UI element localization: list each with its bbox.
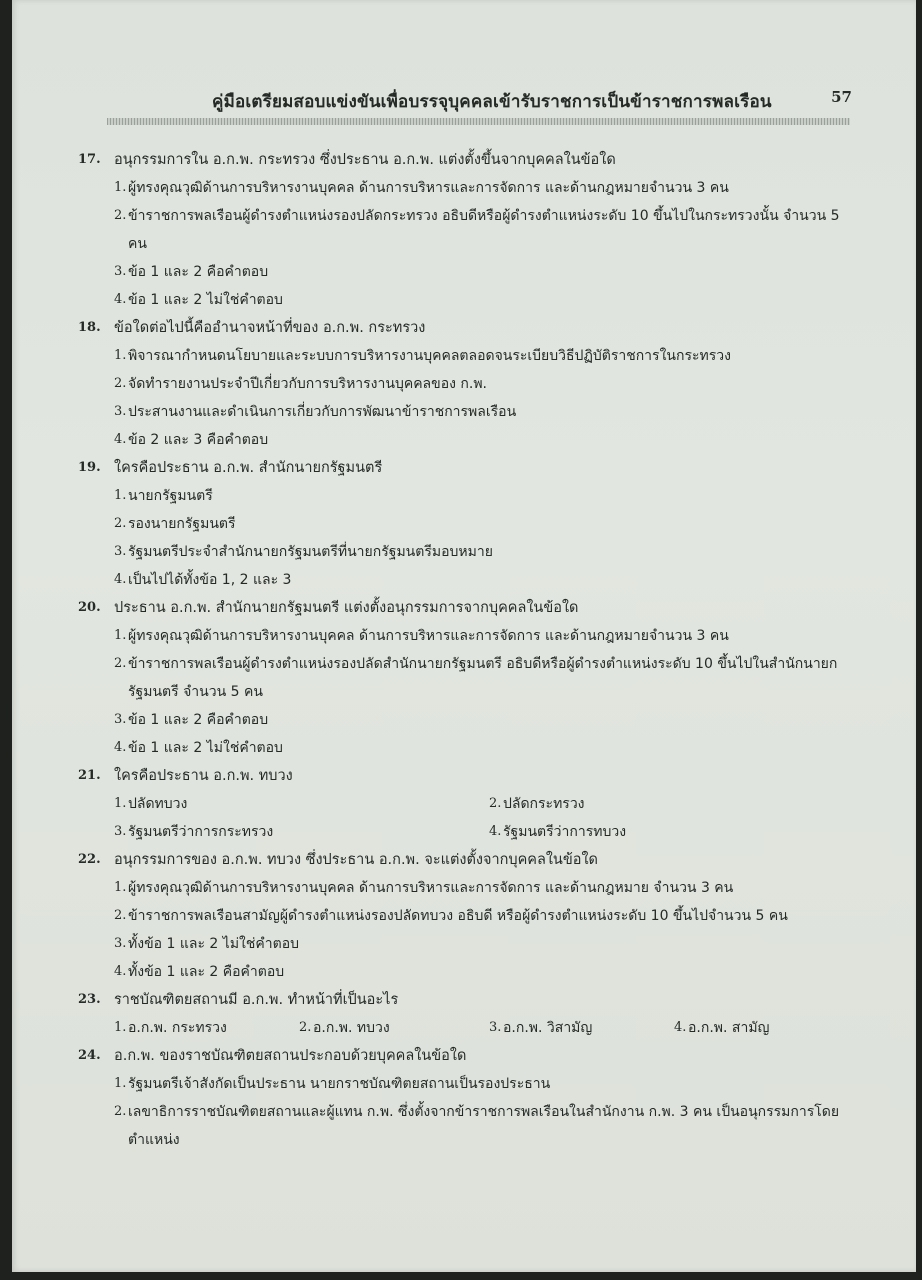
question-21	[78, 762, 854, 846]
option-number: 4.	[114, 740, 127, 755]
option-item	[114, 874, 854, 902]
question-number: 21.	[78, 768, 101, 783]
option-item	[114, 286, 854, 314]
option-number: 3.	[114, 404, 127, 419]
option-item	[114, 1070, 854, 1098]
option-text: รัฐมนตรีเจ้าสังกัดเป็นประธาน นายกราชบัณฑิตยสถานเป็นรองประธาน	[128, 1076, 551, 1092]
question-list	[12, 146, 916, 1154]
option-number: 4.	[114, 964, 127, 979]
option-item	[114, 930, 854, 958]
option-text: ทั้งข้อ 1 และ 2 คือคำตอบ	[128, 964, 285, 980]
option-item	[489, 1014, 674, 1042]
option-text: รัฐมนตรีว่าการกระทรวง	[128, 824, 274, 840]
option-list	[114, 1014, 854, 1042]
option-item	[114, 174, 854, 202]
option-number: 4.	[114, 292, 127, 307]
option-number: 3.	[489, 1020, 502, 1035]
question-number: 17.	[78, 152, 101, 167]
option-item	[114, 818, 489, 846]
option-list	[114, 1070, 854, 1154]
question-number: 18.	[78, 320, 101, 335]
option-text: รัฐมนตรีประจำสำนักนายกรัฐมนตรีที่นายกรัฐมนตรีมอบหมาย	[128, 544, 493, 560]
option-number: 1.	[114, 796, 127, 811]
option-text: รัฐมนตรีว่าการทบวง	[503, 824, 627, 840]
question-23	[78, 986, 854, 1042]
running-header	[212, 88, 852, 114]
question-text: อ.ก.พ. ของราชบัณฑิตยสถานประกอบด้วยบุคคลในข้อใด	[114, 1048, 467, 1064]
option-text: พิจารณากำหนดนโยบายและระบบการบริหารงานบุคคลตลอดจนระเบียบวิธีปฏิบัติราชการในกระทรวง	[128, 348, 731, 364]
option-item	[114, 734, 854, 762]
option-number: 2.	[114, 908, 127, 923]
question-text: ข้อใดต่อไปนี้คืออำนาจหน้าที่ของ อ.ก.พ. กระทรวง	[114, 320, 426, 336]
option-text: ปลัดกระทรวง	[503, 796, 585, 812]
option-item	[114, 370, 854, 398]
option-list	[114, 790, 854, 846]
option-text: อ.ก.พ. ทบวง	[313, 1020, 390, 1036]
option-number: 1.	[114, 628, 127, 643]
question-17	[78, 146, 854, 314]
option-text: ผู้ทรงคุณวุฒิด้านการบริหารงานบุคคล ด้านการบริหารและการจัดการ และด้านกฎหมายจำนวน 3 คน	[128, 628, 729, 644]
option-text: ผู้ทรงคุณวุฒิด้านการบริหารงานบุคคล ด้านการบริหารและการจัดการ และด้านกฎหมายจำนวน 3 คน	[128, 180, 729, 196]
question-number: 22.	[78, 852, 101, 867]
option-item	[489, 790, 849, 818]
page-number: 57	[831, 88, 852, 106]
question-22	[78, 846, 854, 986]
header-rule	[107, 118, 850, 125]
option-text: อ.ก.พ. สามัญ	[688, 1020, 770, 1036]
question-text: อนุกรรมการของ อ.ก.พ. ทบวง ซึ่งประธาน อ.ก.พ. จะแต่งตั้งจากบุคคลในข้อใด	[114, 852, 598, 868]
option-number: 3.	[114, 936, 127, 951]
option-text: จัดทำรายงานประจำปีเกี่ยวกับการบริหารงานบุคคลของ ก.พ.	[128, 376, 488, 392]
option-list	[114, 874, 854, 986]
question-20	[78, 594, 854, 762]
option-item	[114, 202, 854, 258]
option-text: ประสานงานและดำเนินการเกี่ยวกับการพัฒนาข้าราชการพลเรือน	[128, 404, 517, 420]
option-list	[114, 174, 854, 314]
option-text: ปลัดทบวง	[128, 796, 188, 812]
option-item	[114, 622, 854, 650]
option-number: 4.	[489, 824, 502, 839]
option-item	[114, 650, 854, 706]
option-item	[114, 566, 854, 594]
option-number: 2.	[114, 656, 127, 671]
option-number: 1.	[114, 180, 127, 195]
option-item	[114, 538, 854, 566]
question-number: 24.	[78, 1048, 101, 1063]
option-item	[114, 902, 854, 930]
question-number: 19.	[78, 460, 101, 475]
option-number: 1.	[114, 1076, 127, 1091]
book-page	[12, 0, 916, 1272]
option-list	[114, 342, 854, 454]
question-19	[78, 454, 854, 594]
option-item	[674, 1014, 854, 1042]
option-number: 1.	[114, 488, 127, 503]
option-text: ผู้ทรงคุณวุฒิด้านการบริหารงานบุคคล ด้านการบริหารและการจัดการ และด้านกฎหมาย จำนวน 3 คน	[128, 880, 734, 896]
option-number: 4.	[674, 1020, 687, 1035]
option-text: ข้าราชการพลเรือนผู้ดำรงตำแหน่งรองปลัดสำนักนายกรัฐมนตรี อธิบดีหรือผู้ดำรงตำแหน่งระดับ 10 ขึ้นไปในสำนักนายกรัฐมนตรี จำนวน 5 คน	[128, 656, 838, 700]
option-item	[114, 398, 854, 426]
option-item	[114, 958, 854, 986]
option-text: ข้อ 1 และ 2 ไม่ใช่คำตอบ	[128, 740, 283, 756]
question-text: ใครคือประธาน อ.ก.พ. สำนักนายกรัฐมนตรี	[114, 460, 383, 476]
option-number: 2.	[489, 796, 502, 811]
option-item	[489, 818, 849, 846]
option-text: อ.ก.พ. วิสามัญ	[503, 1020, 593, 1036]
question-text: ราชบัณฑิตยสถานมี อ.ก.พ. ทำหน้าที่เป็นอะไร	[114, 992, 399, 1008]
question-18	[78, 314, 854, 454]
question-text: ใครคือประธาน อ.ก.พ. ทบวง	[114, 768, 293, 784]
option-item	[114, 706, 854, 734]
option-item	[114, 1014, 299, 1042]
option-number: 3.	[114, 544, 127, 559]
option-number: 1.	[114, 348, 127, 363]
option-text: อ.ก.พ. กระทรวง	[128, 1020, 227, 1036]
option-text: เลขาธิการราชบัณฑิตยสถานและผู้แทน ก.พ. ซึ่งตั้งจากข้าราชการพลเรือนในสำนักงาน ก.พ. 3 คน เป็นอนุกรรมการโดยตำแหน่ง	[128, 1104, 840, 1148]
question-text: ประธาน อ.ก.พ. สำนักนายกรัฐมนตรี แต่งตั้งอนุกรรมการจากบุคคลในข้อใด	[114, 600, 579, 616]
option-item	[114, 426, 854, 454]
header-title: คู่มือเตรียมสอบแข่งขันเพื่อบรรจุบุคคลเข้ารับราชการเป็นข้าราชการพลเรือน	[212, 92, 772, 112]
option-item	[114, 482, 854, 510]
option-number: 2.	[299, 1020, 312, 1035]
option-item	[114, 510, 854, 538]
option-number: 3.	[114, 824, 127, 839]
question-number: 23.	[78, 992, 101, 1007]
option-number: 1.	[114, 1020, 127, 1035]
option-text: ข้าราชการพลเรือนสามัญผู้ดำรงตำแหน่งรองปลัดทบวง อธิบดี หรือผู้ดำรงตำแหน่งระดับ 10 ขึ้นไปจำนวน 5 คน	[128, 908, 788, 924]
option-number: 3.	[114, 264, 127, 279]
option-number: 2.	[114, 516, 127, 531]
option-item	[114, 790, 489, 818]
option-list	[114, 622, 854, 762]
option-text: เป็นไปได้ทั้งข้อ 1, 2 และ 3	[128, 572, 292, 588]
option-item	[114, 258, 854, 286]
option-text: นายกรัฐมนตรี	[128, 488, 213, 504]
option-item	[114, 1098, 854, 1154]
option-item	[299, 1014, 489, 1042]
question-number: 20.	[78, 600, 101, 615]
option-number: 3.	[114, 712, 127, 727]
option-number: 2.	[114, 208, 127, 223]
option-number: 1.	[114, 880, 127, 895]
option-text: ทั้งข้อ 1 และ 2 ไม่ใช่คำตอบ	[128, 936, 300, 952]
question-text: อนุกรรมการใน อ.ก.พ. กระทรวง ซึ่งประธาน อ.ก.พ. แต่งตั้งขึ้นจากบุคคลในข้อใด	[114, 152, 616, 168]
option-text: ข้อ 1 และ 2 คือคำตอบ	[128, 712, 269, 728]
option-text: ข้อ 1 และ 2 ไม่ใช่คำตอบ	[128, 292, 283, 308]
option-number: 4.	[114, 572, 127, 587]
option-number: 2.	[114, 1104, 127, 1119]
option-number: 4.	[114, 432, 127, 447]
option-number: 2.	[114, 376, 127, 391]
option-item	[114, 342, 854, 370]
option-list	[114, 482, 854, 594]
option-text: ข้อ 1 และ 2 คือคำตอบ	[128, 264, 269, 280]
option-text: รองนายกรัฐมนตรี	[128, 516, 236, 532]
option-text: ข้าราชการพลเรือนผู้ดำรงตำแหน่งรองปลัดกระทรวง อธิบดีหรือผู้ดำรงตำแหน่งระดับ 10 ขึ้นไปในกระทรวงนั้น จำนวน 5 คน	[128, 208, 840, 252]
option-text: ข้อ 2 และ 3 คือคำตอบ	[128, 432, 269, 448]
question-24	[78, 1042, 854, 1154]
